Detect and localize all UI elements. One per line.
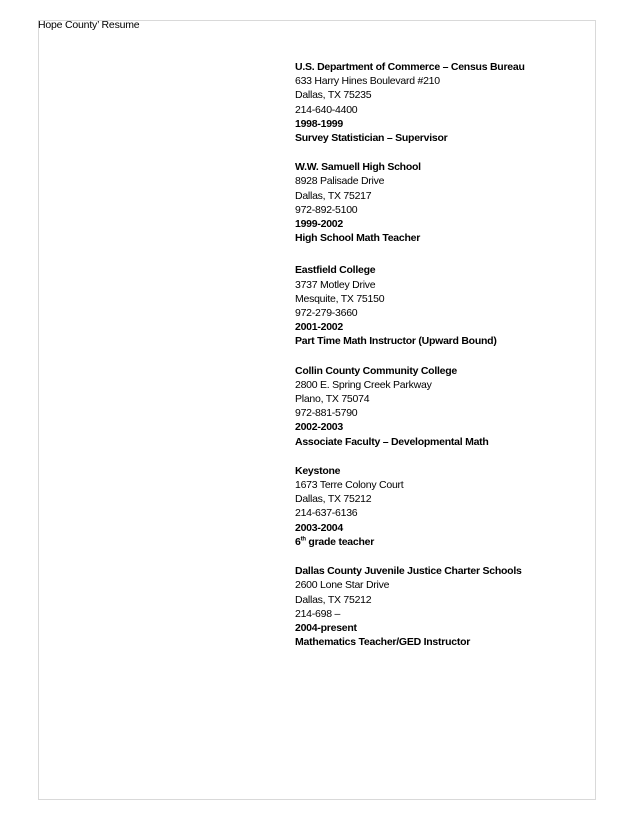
job-title: Associate Faculty – Developmental Math [295, 435, 489, 448]
employer-phone: 214-640-4400 [295, 103, 358, 116]
employment-years: 1998-1999 [295, 117, 343, 130]
employment-entry [295, 60, 545, 145]
employer-city: Plano, TX 75074 [295, 393, 370, 406]
employer-phone: 972-881-5790 [295, 407, 358, 420]
employer-city: Dallas, TX 75217 [295, 189, 372, 202]
employment-years: 2003-2004 [295, 521, 343, 534]
employment-entry [295, 160, 545, 245]
employment-entry [295, 263, 545, 348]
employment-list [295, 60, 545, 664]
employment-entry [295, 464, 545, 549]
employer-address: 633 Harry Hines Boulevard #210 [295, 75, 440, 88]
employer-city: Dallas, TX 75212 [295, 593, 372, 606]
job-title: Survey Statistician – Supervisor [295, 132, 448, 145]
job-title: Part Time Math Instructor (Upward Bound) [295, 335, 497, 348]
employer-name: Collin County Community College [295, 364, 457, 377]
employer-address: 2600 Lone Star Drive [295, 579, 390, 592]
employment-years: 1999-2002 [295, 218, 343, 231]
employer-name: U.S. Department of Commerce – Census Bureau [295, 61, 525, 73]
employment-years: 2004-present [295, 621, 357, 634]
employer-phone: 972-279-3660 [295, 307, 358, 320]
job-title: Mathematics Teacher/GED Instructor [295, 636, 471, 649]
employment-years: 2001-2002 [295, 321, 343, 334]
employment-years: 2002-2003 [295, 421, 343, 434]
employment-entry [295, 564, 545, 649]
job-title: High School Math Teacher [295, 232, 421, 245]
employer-city: Dallas, TX 75212 [295, 493, 372, 506]
job-title [295, 535, 545, 549]
document-header: Hope County’ Resume [38, 19, 140, 31]
grade-title: grade teacher [305, 535, 375, 548]
employer-phone: 972-892-5100 [295, 203, 358, 216]
employer-address: 8928 Palisade Drive [295, 175, 385, 188]
employer-address: 2800 E. Spring Creek Parkway [295, 378, 432, 391]
employer-phone: 214-698 – [295, 607, 341, 620]
employer-name: W.W. Samuell High School [295, 161, 421, 174]
employment-entry [295, 364, 545, 449]
employer-phone: 214-637-6136 [295, 507, 358, 520]
grade-number: 6 [295, 535, 301, 548]
employer-address: 3737 Motley Drive [295, 278, 376, 291]
employer-city: Dallas, TX 75235 [295, 89, 372, 102]
employer-address: 1673 Terre Colony Court [295, 479, 404, 492]
employer-city: Mesquite, TX 75150 [295, 292, 385, 305]
employer-name: Eastfield College [295, 264, 376, 277]
grade-ordinal-suffix: th [300, 536, 306, 543]
employer-name: Keystone [295, 464, 341, 477]
employer-name: Dallas County Juvenile Justice Charter Schools [295, 565, 522, 578]
